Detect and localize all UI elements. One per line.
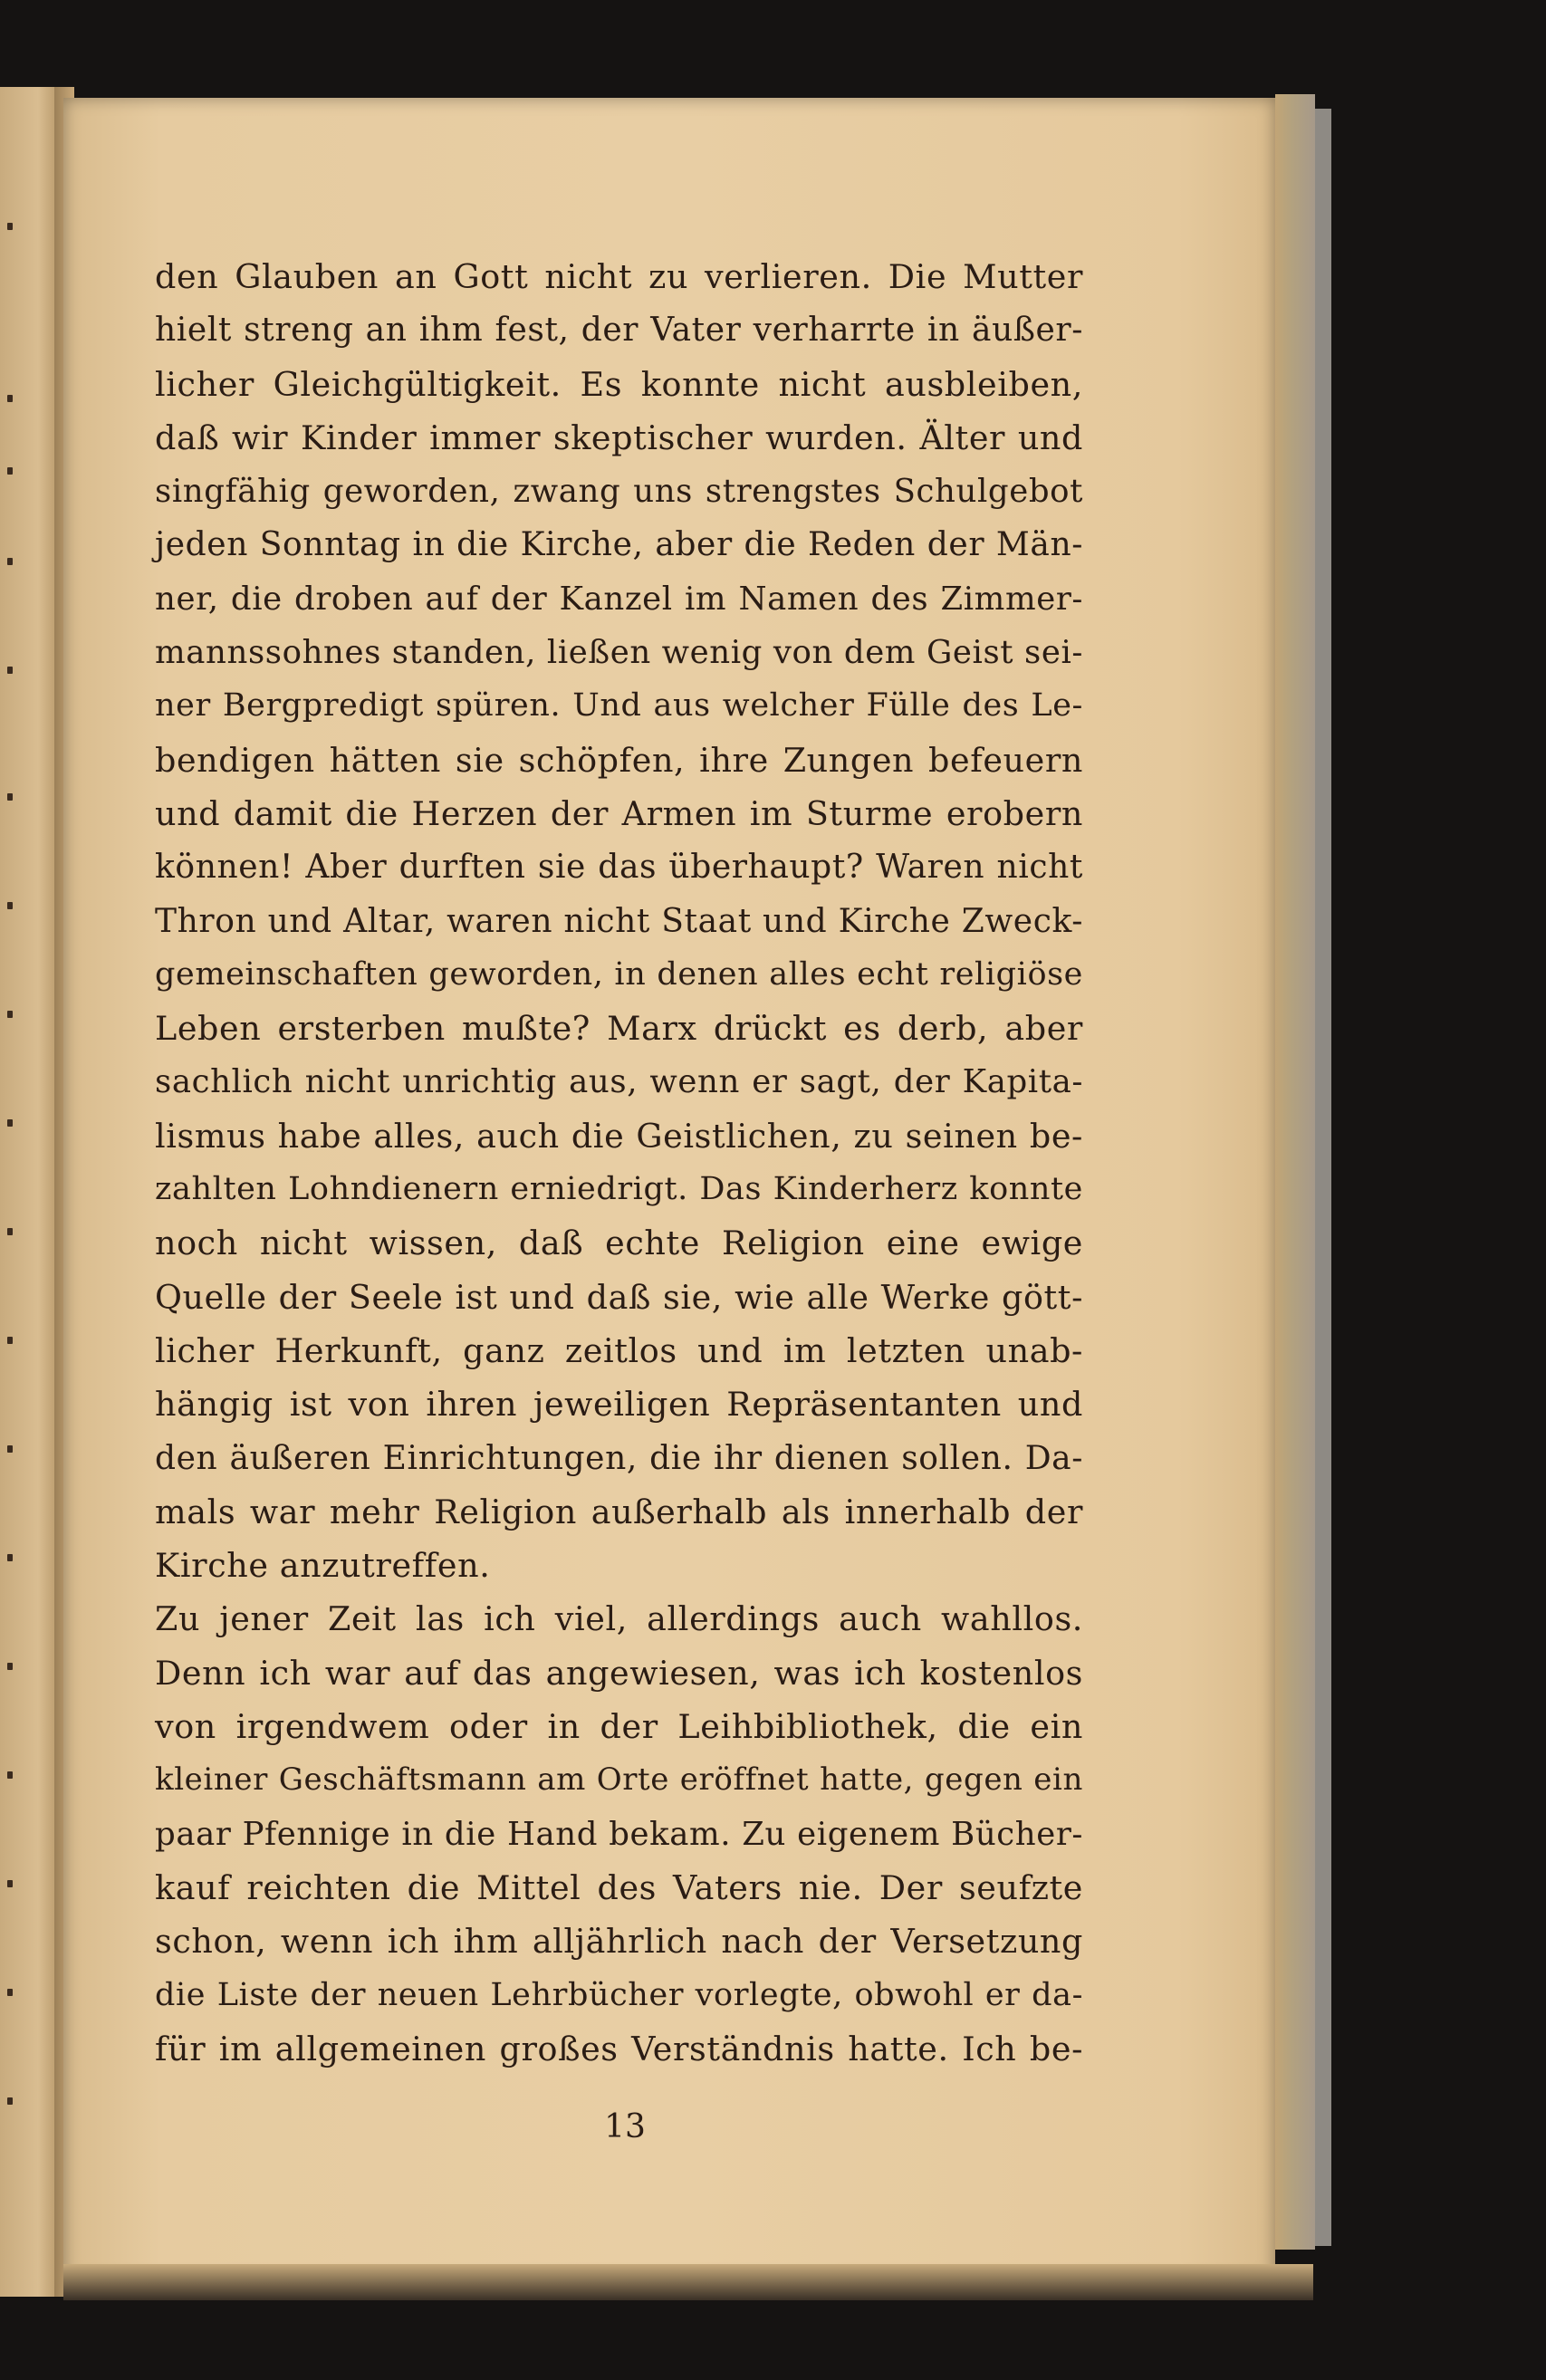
text-line: hängig ist von ihren jeweiligen Repräsentanten und <box>155 1385 1083 1425</box>
text-line: kauf reichten die Mittel des Vaters nie. Der seufzte <box>155 1867 1083 1907</box>
text-line: singfähig geworden, zwang uns strengstes Schulgebot <box>155 473 1083 511</box>
text-line: ner, die droben auf der Kanzel im Namen des Zimmer- <box>155 580 1083 618</box>
body-text <box>155 250 1083 2076</box>
text-line: Quelle der Seele ist und daß sie, wie alle Werke gött- <box>155 1277 1083 1317</box>
text-line: mals war mehr Religion außerhalb als innerhalb der <box>155 1492 1083 1531</box>
text-line: hielt streng an ihm fest, der Vater verharrte in äußer- <box>155 312 1083 350</box>
text-line: kleiner Geschäftsmann am Orte eröffnet hatte, gegen ein <box>155 1761 1083 1799</box>
text-line: können! Aber durften sie das überhaupt? Waren nicht <box>155 849 1083 887</box>
text-line: und damit die Herzen der Armen im Sturme erobern <box>155 793 1083 833</box>
text-line: gemeinschaften geworden, in denen alles echt religiöse <box>155 955 1083 993</box>
text-line: Zu jener Zeit las ich viel, allerdings auch wahllos. <box>155 1599 1083 1639</box>
text-line: für im allgemeinen großes Verständnis hatte. Ich be- <box>155 2029 1083 2068</box>
page-bottom-shadow <box>63 2264 1313 2300</box>
page-stack-edge <box>1275 94 1315 2250</box>
text-line: lismus habe alles, auch die Geistlichen, zu seinen be- <box>155 1116 1083 1156</box>
text-line: ner Bergpredigt spüren. Und aus welcher Fülle des Le- <box>155 687 1083 725</box>
text-line: Denn ich war auf das angewiesen, was ich kostenlos <box>155 1653 1083 1693</box>
text-line: zahlten Lohndienern erniedrigt. Das Kinderherz konnte <box>155 1171 1083 1208</box>
text-line: licher Gleichgültigkeit. Es konnte nicht ausbleiben, <box>155 364 1083 404</box>
text-line: paar Pfennige in die Hand bekam. Zu eigenem Bücher- <box>155 1815 1083 1853</box>
text-line: den äußeren Einrichtungen, die ihr dienen sollen. Da- <box>155 1439 1083 1477</box>
text-line: licher Herkunft, ganz zeitlos und im letzten unab- <box>155 1330 1083 1370</box>
text-line: von irgendwem oder in der Leihbibliothek, die ein <box>155 1707 1083 1747</box>
text-line: bendigen hätten sie schöpfen, ihre Zungen befeuern <box>155 740 1083 780</box>
text-line: sachlich nicht unrichtig aus, wenn er sagt, der Kapita- <box>155 1063 1083 1101</box>
text-line: noch nicht wissen, daß echte Religion eine ewige <box>155 1224 1083 1263</box>
text-line: mannssohnes standen, ließen wenig von dem Geist sei- <box>155 634 1084 672</box>
text-line: den Glauben an Gott nicht zu verlieren. Die Mutter <box>155 257 1083 296</box>
page-number: 13 <box>604 2108 646 2145</box>
text-line: Leben ersterben mußte? Marx drückt es derb, aber <box>155 1009 1083 1049</box>
text-line: jeden Sonntag in die Kirche, aber die Reden der Män- <box>155 526 1083 564</box>
book-cover-edge <box>1315 109 1331 2246</box>
text-line: schon, wenn ich ihm alljährlich nach der Versetzung <box>155 1922 1083 1962</box>
text-line: die Liste der neuen Lehrbücher vorlegte, obwohl er da- <box>155 1976 1083 2013</box>
text-line: Kirche anzutreffen. <box>155 1546 491 1586</box>
text-line: Thron und Altar, waren nicht Staat und Kirche Zweck- <box>155 902 1083 940</box>
text-line: daß wir Kinder immer skeptischer wurden. Älter und <box>155 417 1083 457</box>
left-page-edge <box>0 87 54 2297</box>
